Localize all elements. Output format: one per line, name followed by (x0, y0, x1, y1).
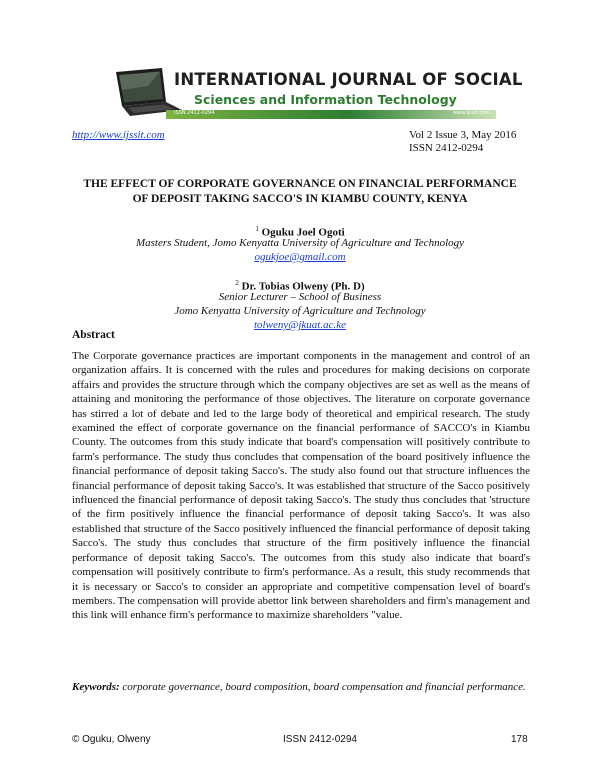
author-2-affiliation: Jomo Kenyatta University of Agriculture and Technology (174, 305, 426, 317)
journal-green-bar (166, 110, 496, 119)
author-2-email-row (72, 318, 528, 332)
abstract-heading: Abstract (72, 329, 115, 341)
abstract-body: The Corporate governance practices are important components in the management and control of an organization affairs. It is concerned with the rules and procedures for making decisions on corporate affairs and provides the structure through which the company objectives are set as well as the means of attaining and monitoring the performance of those objectives. The literature on corporate governance has stirred a lot of debate and led to the large body of theoretical and empirical research. The study examined the effect of corporate governance on the financial performance of SACCO's in Kiambu County. The outcomes from this study indicate that board's compensation will positively contribute to farm's performance. The study thus concludes that compensation of the board positively influence the financial performance of deposit taking Sacco's. The study also found out that structure influences the financial performance of deposit taking Sacco's. It was established that structure of the Sacco positively influenced the financial performance of deposit taking Sacco's. The study thus concludes that 'structure of the firm positively influence the financial performance of deposit taking Sacco's. It was also established that structure of the Sacco positively influenced the financial performance of deposit taking Sacco's. The study thus concludes that structure of the firm positively influence the financial performance of deposit taking Sacco's. The outcomes from this study also indicate that board's compensation will positively contribute to firm's performance. As a result, this study recommends that it is necessary or Sacco's to consider an appropriate and competitive compensation level of board's members. The compensation will provide abettor link between shareholders and firm's management and this link will enhance firm's performance to maximize shareholders "value. (72, 350, 530, 622)
header-issn: ISSN 2412-0294 (409, 142, 484, 154)
journal-title-line2: Sciences and Information Technology (194, 92, 457, 107)
author-1-email-row (72, 250, 528, 264)
author-1-email-link[interactable]: ogukjoe@gmail.com (254, 251, 346, 263)
author-2-position: Senior Lecturer – School of Business (218, 291, 382, 303)
journal-banner-issn: ISSN 2412-0294 (174, 110, 215, 116)
paper-title-line1: THE EFFECT OF CORPORATE GOVERNANCE ON FINANCIAL PERFORMANCE (83, 178, 517, 190)
keywords-text: corporate governance, board composition, board compensation and financial performance. (122, 681, 526, 693)
author-2-email-link[interactable]: tolweny@jkuat.ac.ke (254, 319, 346, 331)
author-1-name-text: Oguku Joel Ogoti (261, 226, 345, 239)
author-2-sup: 2 (235, 279, 239, 287)
footer-copyright: © Oguku, Olweny (72, 734, 151, 745)
author-1-affiliation: Masters Student, Jomo Kenyatta University of Agriculture and Technology (135, 237, 465, 249)
paper-title-line2: OF DEPOSIT TAKING SACCO'S IN KIAMBU COUNTY, KENYA (132, 193, 468, 205)
author-2-name-text: Dr. Tobias Olweny (Ph. D) (241, 280, 365, 293)
keywords (72, 680, 530, 694)
journal-banner-url: www.ijssit.com (452, 110, 490, 116)
volume-info: Vol 2 Issue 3, May 2016 (409, 129, 517, 141)
journal-banner (108, 62, 523, 126)
author-1-sup: 1 (255, 225, 259, 233)
journal-title-line1: INTERNATIONAL JOURNAL OF SOCIAL (174, 70, 523, 89)
footer-page-number: 178 (511, 734, 528, 745)
paper-title (72, 177, 528, 207)
keywords-label: Keywords: (72, 681, 120, 693)
site-url-link[interactable]: http://www.ijssit.com (72, 129, 165, 141)
footer-issn: ISSN 2412-0294 (283, 734, 357, 745)
